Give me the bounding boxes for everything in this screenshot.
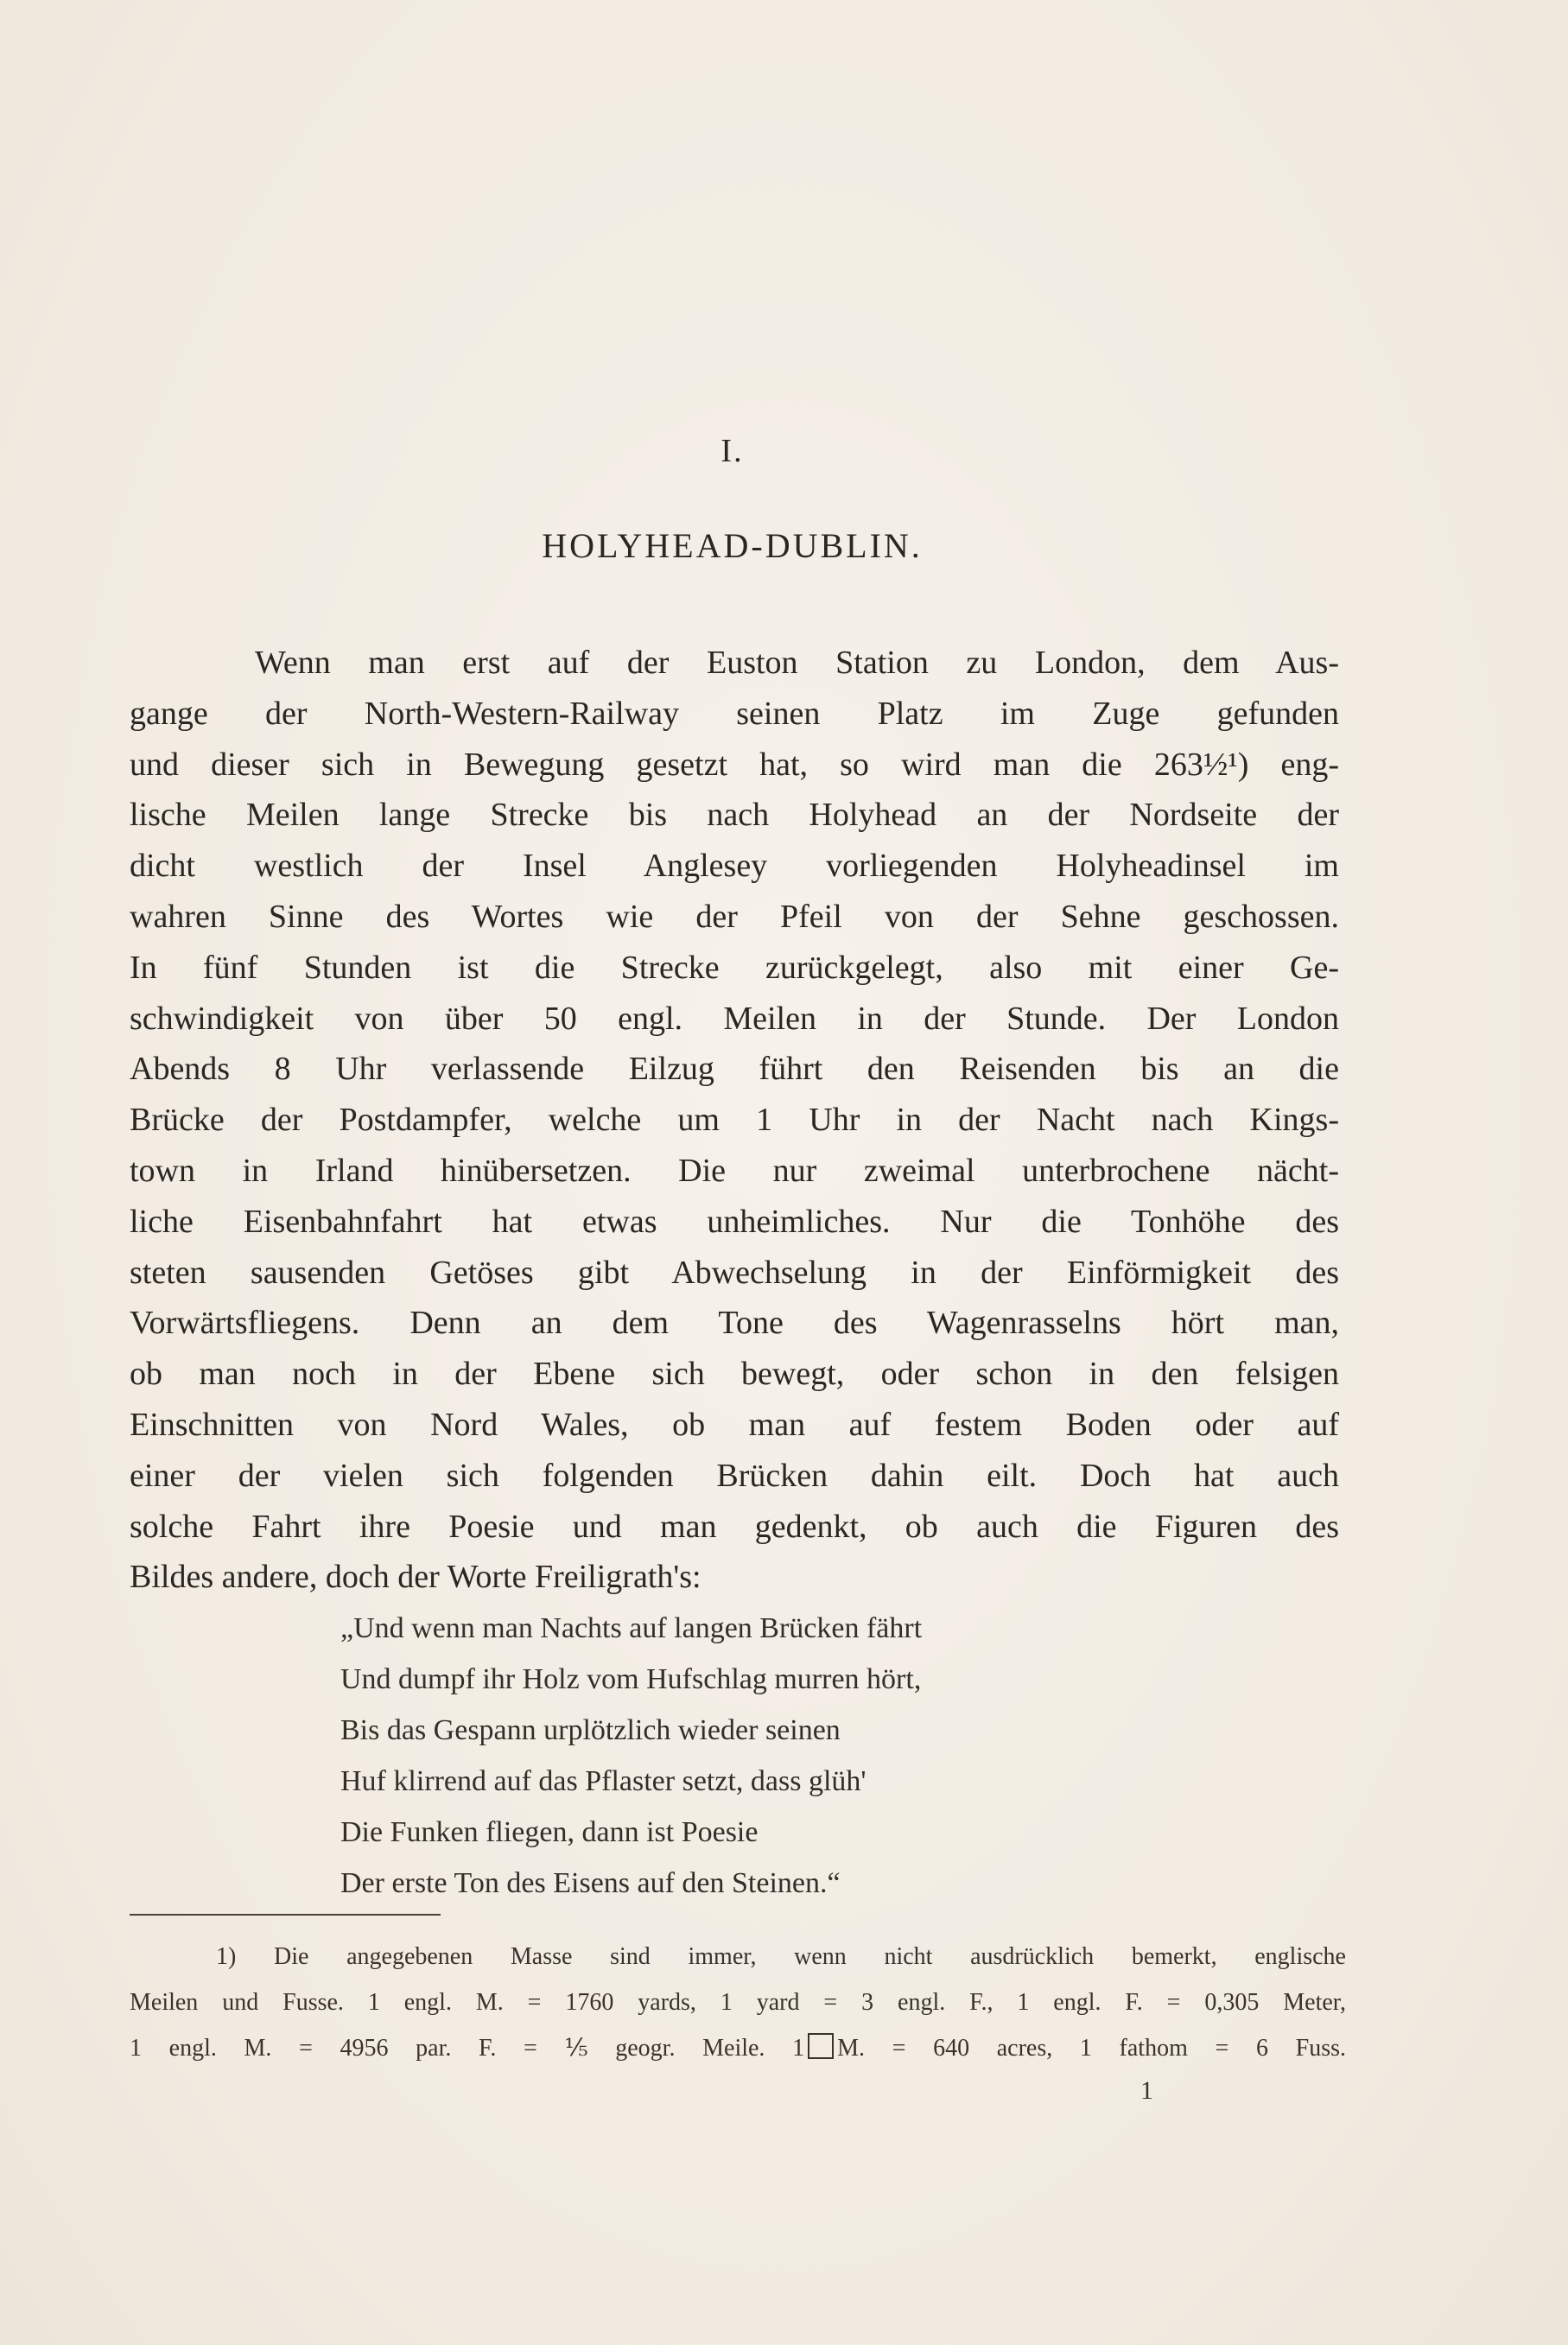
body-line: und dieser sich in Bewegung gesetzt hat, so wird man die 263½¹) eng- (130, 746, 1339, 783)
poem-line: Bis das Gespann urplötzlich wieder seinen (340, 1714, 841, 1746)
body-line: Abends 8 Uhr verlassende Eilzug führt den Reisenden bis an die (130, 1051, 1339, 1088)
poem-quote (340, 1603, 1204, 1909)
body-line: wahren Sinne des Wortes wie der Pfeil von der Sehne geschossen. (130, 898, 1339, 935)
footnote (130, 1934, 1346, 2071)
footnote-line: 1) Die angegebenen Masse sind immer, wenn nicht ausdrücklich bemerkt, englische (216, 1943, 1346, 1970)
body-line: schwindigkeit von über 50 engl. Meilen in der Stunde. Der London (130, 1000, 1339, 1037)
footnote-text: M. = 640 acres, 1 fathom = 6 Fuss. (837, 2035, 1346, 2062)
body-line: solche Fahrt ihre Poesie und man gedenkt, ob auch die Figuren des (130, 1508, 1339, 1545)
body-line: steten sausenden Getöses gibt Abwechselung in der Einförmigkeit des (130, 1254, 1339, 1291)
poem-line: Huf klirrend auf das Pflaster setzt, dass glüh' (340, 1765, 867, 1797)
body-line: Bildes andere, doch der Worte Freiligrath's: (130, 1559, 701, 1596)
poem-line: Der erste Ton des Eisens auf den Steinen.“ (340, 1867, 841, 1899)
body-line: einer der vielen sich folgenden Brücken dahin eilt. Doch hat auch (130, 1457, 1339, 1494)
poem-line: Die Funken fliegen, dann ist Poesie (340, 1816, 759, 1848)
poem-line: Und dumpf ihr Holz vom Hufschlag murren hört, (340, 1663, 922, 1695)
body-line: dicht westlich der Insel Anglesey vorliegenden Holyheadinsel im (130, 848, 1339, 885)
body-line: town in Irland hinübersetzen. Die nur zweimal unterbrochene nächt- (130, 1152, 1339, 1189)
body-line: Einschnitten von Nord Wales, ob man auf festem Boden oder auf (130, 1406, 1339, 1443)
footnote-line (130, 2025, 1346, 2071)
body-line: gange der North-Western-Railway seinen Platz im Zuge gefunden (130, 695, 1339, 732)
body-line: Brücke der Postdampfer, welche um 1 Uhr in der Nacht nach Kings- (130, 1102, 1339, 1139)
body-line: Wenn man erst auf der Euston Station zu London, dem Aus- (255, 645, 1339, 681)
footnote-divider (130, 1914, 441, 1916)
poem-line: „Und wenn man Nachts auf langen Brücken fährt (340, 1612, 923, 1644)
footnote-line: Meilen und Fusse. 1 engl. M. = 1760 yards, 1 yard = 3 engl. F., 1 engl. F. = 0,305 Meter, (130, 1989, 1346, 2016)
body-line: ob man noch in der Ebene sich bewegt, oder schon in den felsigen (130, 1356, 1339, 1393)
square-symbol-icon (808, 2033, 834, 2059)
body-line: liche Eisenbahnfahrt hat etwas unheimliches. Nur die Tonhöhe des (130, 1203, 1339, 1240)
page-number: 1 (1140, 2076, 1153, 2105)
body-paragraph (130, 638, 1339, 1603)
chapter-number: I. (721, 433, 744, 469)
body-line: In fünf Stunden ist die Strecke zurückgelegt, also mit einer Ge- (130, 949, 1339, 986)
footnote-text: 1 engl. M. = 4956 par. F. = ⅕ geogr. Meile. 1 (130, 2035, 805, 2062)
chapter-title: HOLYHEAD-DUBLIN. (542, 526, 923, 565)
body-line: lische Meilen lange Strecke bis nach Holyhead an der Nordseite der (130, 797, 1339, 834)
body-line: Vorwärtsfliegens. Denn an dem Tone des Wagenrasselns hört man, (130, 1305, 1339, 1342)
